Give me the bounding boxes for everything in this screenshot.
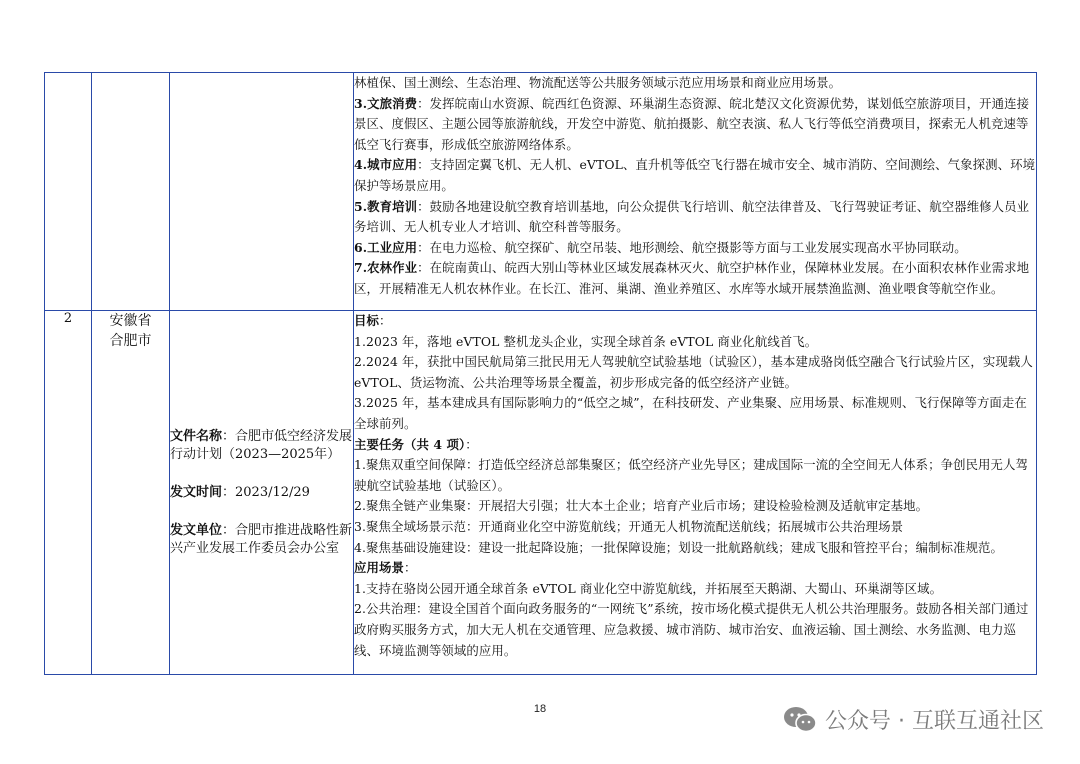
doc-name-label: 文件名称 — [170, 428, 223, 444]
region-cell — [92, 73, 170, 311]
issuer — [170, 522, 353, 558]
paragraph-heading: 7.农林作业 — [354, 260, 418, 276]
paragraph-heading: 4.城市应用 — [354, 157, 418, 173]
issuer-label: 发文单位 — [170, 522, 223, 538]
paragraph-text: 1.2023 年，落地 eVTOL 整机龙头企业，实现全球首条 eVTOL 商业化航线首飞。 — [354, 333, 818, 349]
row-number-cell — [45, 311, 92, 675]
content-paragraph — [354, 599, 1036, 661]
paragraph-text: ： — [378, 313, 392, 328]
paragraph-text: 2.公共治理：建设全国首个面向政务服务的“一网统飞”系统，按市场化模式提供无人机公共治理服务。鼓励各相关部门通过政府购买服务方式，加大无人机在交通管理、应急救援、城市消防、城市治安、血液运输、国土测绘、水务监测、电力巡线、环境监测等领域的应用。 — [354, 601, 1029, 658]
document-info-cell — [170, 73, 354, 311]
paragraph-text: 1.支持在骆岗公园开通全球首条 eVTOL 商业化空中游览航线，并拓展至天鹅湖、大蜀山、环巢湖等区域。 — [354, 580, 943, 596]
content-paragraph — [354, 517, 1036, 538]
content-paragraph — [354, 258, 1036, 299]
content-paragraph — [354, 393, 1036, 434]
content-paragraph — [354, 496, 1036, 517]
content-paragraph — [354, 311, 1036, 332]
issue-time-label: 发文时间 — [170, 484, 223, 500]
issuer-value: ：合肥市推进战略性新兴产业发展工作委员会办公室 — [170, 522, 353, 556]
content-paragraph — [354, 155, 1036, 196]
content-paragraph — [354, 238, 1036, 259]
content-paragraph — [354, 352, 1036, 393]
paragraph-text: 林植保、国土测绘、生态治理、物流配送等公共服务领域示范应用场景和商业应用场景。 — [354, 75, 842, 90]
watermark — [783, 704, 1044, 735]
doc-name — [170, 428, 353, 464]
content-paragraph — [354, 538, 1036, 559]
paragraph-heading: 目标 — [354, 313, 379, 328]
content-paragraph — [354, 197, 1036, 238]
paragraph-heading: 5.教育培训 — [354, 198, 418, 214]
table-row — [45, 311, 1037, 675]
watermark-text: 公众号 · 互联互通社区 — [825, 709, 1044, 734]
table-row — [45, 73, 1037, 311]
doc-name-value: ：合肥市低空经济发展行动计划（2023—2025年） — [170, 428, 353, 462]
paragraph-text: 2.2024 年，获批中国民航局第三批民用无人驾驶航空试验基地（试验区），基本建成骆岗低空融合飞行试验片区，实现载人 eVTOL、货运物流、公共治理等场景全覆盖，初步形成完备的低空经济产业链。 — [354, 354, 1033, 390]
document-info-cell — [170, 311, 354, 675]
paragraph-text: ：在电力巡检、航空探矿、航空吊装、地形测绘、航空摄影等方面与工业发展实现高水平协同联动。 — [417, 239, 967, 255]
row-number-cell — [45, 73, 92, 311]
paragraph-heading: 应用场景 — [354, 560, 404, 576]
row-number: 2 — [63, 311, 73, 326]
paragraph-text: 3.聚焦全域场景示范：开通商业化空中游览航线；开通无人机物流配送航线；拓展城市公共治理场景 — [354, 518, 904, 534]
content-paragraph — [354, 579, 1036, 600]
issue-time — [170, 484, 353, 502]
paragraph-text: ： — [465, 436, 478, 452]
paragraph-text: 2.聚焦全链产业集聚：开展招大引强；壮大本土企业；培育产业后市场；建设检验检测及适航审定基地。 — [354, 498, 929, 514]
paragraph-heading: 6.工业应用 — [354, 239, 418, 255]
region-province: 安徽省 — [109, 313, 152, 329]
issue-time-value: ：2023/12/29 — [222, 484, 310, 500]
paragraph-text: 1.聚焦双重空间保障：打造低空经济总部集聚区；低空经济产业先导区；建成国际一流的全空间无人体系；争创民用无人驾驶航空试验基地（试验区）。 — [354, 457, 1029, 493]
paragraph-text: ：发挥皖南山水资源、皖西红色资源、环巢湖生态资源、皖北楚汉文化资源优势，谋划低空旅游项目，开通连接景区、度假区、主题公园等旅游航线，开发空中游览、航拍摄影、航空表演、私人飞行等低空消费项目，探索无人机竞速等低空飞行赛事，形成低空旅游网络体系。 — [354, 95, 1030, 152]
paragraph-heading: 3.文旅消费 — [354, 95, 418, 111]
paragraph-text: ： — [403, 560, 417, 576]
paragraph-text: 3.2025 年，基本建成具有国际影响力的“低空之城”，在科技研发、产业集聚、应用场景、标准规则、飞行保障等方面走在全球前列。 — [354, 395, 1027, 431]
paragraph-text: ：在皖南黄山、皖西大别山等林业区域发展森林灭火、航空护林作业，保障林业发展。在小面积农林作业需求地区，开展精准无人机农林作业。在长江、淮河、巢湖、渔业养殖区、水库等水域开展禁渔监测、渔业喂食等航空作业。 — [354, 260, 1030, 296]
paragraph-text: 4.聚焦基础设施建设：建设一批起降设施；一批保障设施；划设一批航路航线；建成飞服和管控平台；编制标准规范。 — [354, 539, 1004, 555]
content-paragraph — [354, 332, 1036, 353]
region-city: 合肥市 — [109, 333, 152, 349]
page-number: 18 — [533, 703, 547, 715]
content-cell — [354, 73, 1037, 311]
content-paragraph — [354, 558, 1036, 579]
paragraph-heading: 主要任务（共 4 项） — [354, 436, 466, 452]
content-paragraph — [354, 94, 1036, 156]
region-cell — [92, 311, 170, 675]
content-cell — [354, 311, 1037, 675]
paragraph-text: ：支持固定翼飞机、无人机、eVTOL、直升机等低空飞行器在城市安全、城市消防、空间测绘、气象探测、环境保护等场景应用。 — [354, 157, 1036, 193]
paragraph-text: ：鼓励各地建设航空教育培训基地，向公众提供飞行培训、航空法律普及、飞行驾驶证考证、航空器维修人员业务培训、无人机专业人才培训、航空科普等服务。 — [354, 198, 1030, 235]
content-paragraph — [354, 73, 1036, 94]
content-paragraph — [354, 455, 1036, 496]
policy-table — [44, 72, 1037, 675]
content-paragraph — [354, 435, 1036, 456]
wechat-icon — [783, 706, 817, 734]
